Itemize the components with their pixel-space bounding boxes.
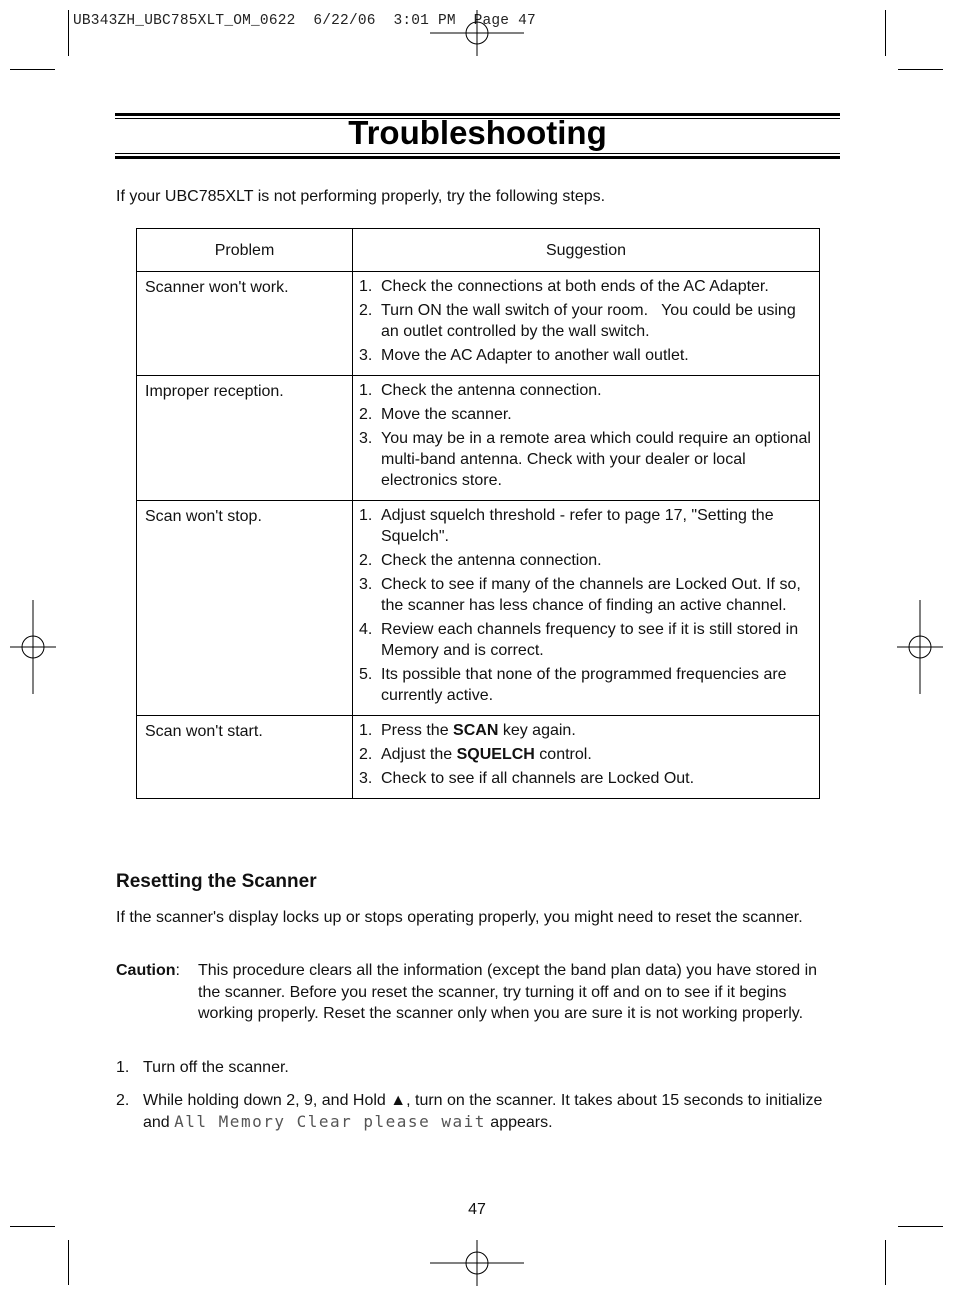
table-row [137,501,820,716]
suggestion-step: 4. Review each channels frequency to see if it is still stored in Memory and is correct. [359,621,799,659]
crop-mark [885,10,886,56]
crop-mark [10,1226,55,1227]
print-slug: UB343ZH_UBC785XLT_OM_0622 6/22/06 3:01 PM Page 47 [73,13,536,29]
section-heading-resetting: Resetting the Scanner [116,871,317,892]
registration-mark-right [897,600,943,694]
suggestion-step: 1. Press the SCAN key again. [359,722,576,739]
suggestion-cell [353,716,820,799]
problem-cell: Scan won't start. [137,716,353,799]
caution-label: Caution [116,962,176,979]
page-title: Troubleshooting [348,114,607,151]
suggestion-step: 3. Move the AC Adapter to another wall outlet. [359,347,689,364]
title-rule-bottom-thin [115,153,840,154]
suggestion-step: 3. You may be in a remote area which could require an optional multi-band antenna. Check with your dealer or local electronics store. [359,430,811,489]
suggestion-step: 2. Check the antenna connection. [359,552,602,569]
crop-mark [68,1240,69,1285]
table-row [137,272,820,376]
caution-text: This procedure clears all the information (except the band plan data) you have stored in the scanner. Before you reset the scanner, try turning it off and on to see if it begins working properly. Reset the scanner only when you are sure it is not working properly. [198,962,818,1022]
registration-mark-top [430,10,524,56]
crop-mark [10,69,55,70]
page-number: 47 [468,1201,486,1218]
reset-step: 2. While holding down 2, 9, and Hold ▲, turn on the scanner. It takes about 15 seconds to initialize and All Memory Clear please wait appears. [116,1092,823,1131]
registration-mark-bottom [430,1240,524,1286]
suggestion-step: 3. Check to see if many of the channels are Locked Out. If so, the scanner has less chance of finding an active channel. [359,576,801,614]
crop-mark [898,1226,943,1227]
lcd-display-text: All Memory Clear please wait [174,1112,486,1131]
suggestion-step: 2. Adjust the SQUELCH control. [359,746,592,763]
suggestion-step: 3. Check to see if all channels are Locked Out. [359,770,695,787]
suggestion-cell [353,272,820,376]
suggestion-step: 1. Check the connections at both ends of the AC Adapter. [359,278,769,295]
title-rule-bottom-thick [115,156,840,159]
suggestion-cell [353,501,820,716]
problem-cell: Scanner won't work. [137,272,353,376]
crop-mark [885,1240,886,1285]
column-header-suggestion: Suggestion [353,229,820,272]
column-header-problem: Problem [137,229,353,272]
crop-mark [68,10,69,56]
key-name-scan: SCAN [453,722,499,739]
suggestion-step: 5. Its possible that none of the programmed frequencies are currently active. [359,666,787,704]
crop-mark [898,69,943,70]
caution-note: Caution: This procedure clears all the information (except the band plan data) you have stored in the scanner. Before you reset the scanner, try turning it off and on to see if it begins working properly. Reset the scanner only when you are sure it is not working properly. [116,960,828,1025]
suggestion-step: 2. Turn ON the wall switch of your room. You could be using an outlet controlled by the wall switch. [359,302,801,340]
table-header-row [137,229,820,272]
problem-cell: Scan won't stop. [137,501,353,716]
reset-intro: If the scanner's display locks up or stops operating properly, you might need to reset the scanner. [116,909,803,926]
registration-mark-left [10,600,56,694]
suggestion-cell [353,376,820,501]
reset-step: 1. Turn off the scanner. [116,1059,289,1076]
problem-cell: Improper reception. [137,376,353,501]
control-name-squelch: SQUELCH [456,746,535,763]
intro-text: If your UBC785XLT is not performing properly, try the following steps. [116,188,606,205]
troubleshooting-table [136,228,820,799]
suggestion-step: 1. Adjust squelch threshold - refer to page 17, "Setting the Squelch". [359,507,774,545]
suggestion-step: 1. Check the antenna connection. [359,382,602,399]
table-row [137,716,820,799]
table-row [137,376,820,501]
suggestion-step: 2. Move the scanner. [359,406,512,423]
